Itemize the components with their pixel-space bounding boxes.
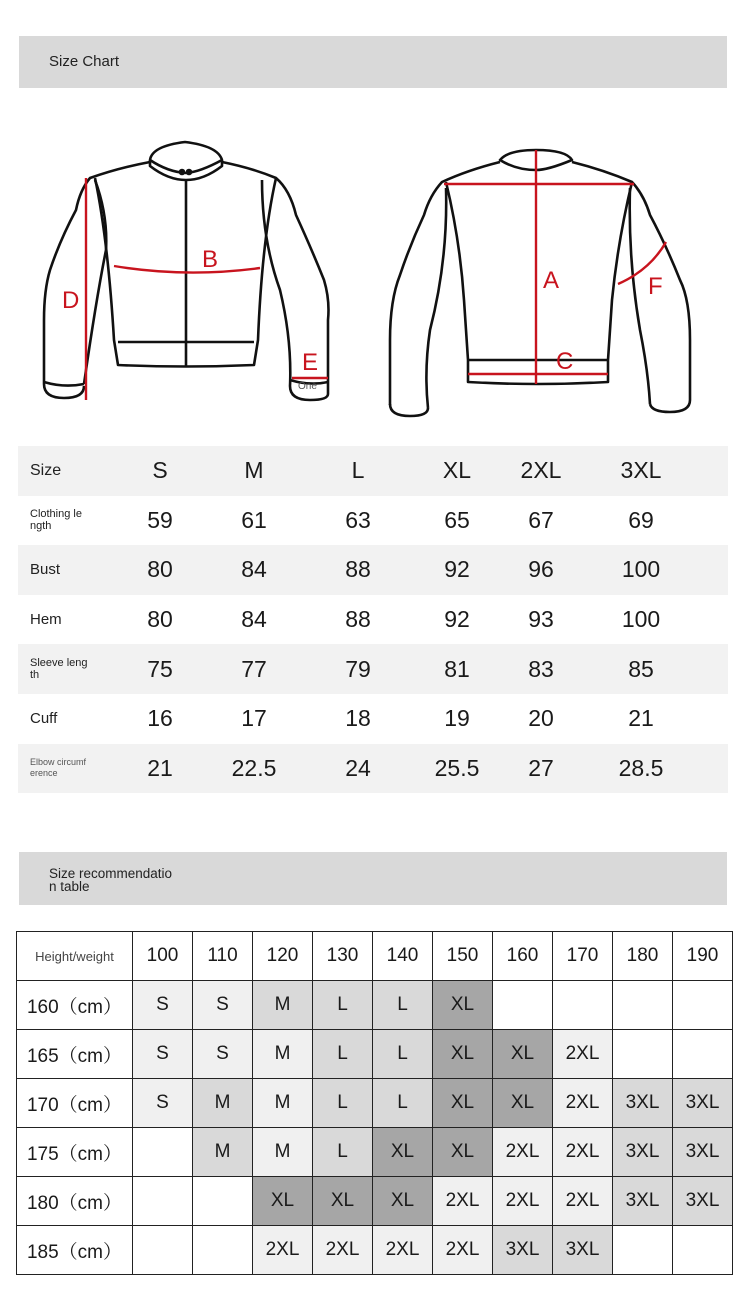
size-recommendation-cell: 2XL [493,1128,553,1177]
value-cell: 96 [528,556,554,583]
height-row [17,1030,733,1079]
value-cell: 80 [147,556,173,583]
size-chart-title: Size Chart [49,53,120,70]
row-label: Hem [30,610,62,628]
value-cell: 100 [621,556,661,583]
value-cell: 79 [345,655,371,682]
size-recommendation-cell: S [193,981,253,1030]
size-header-l: L [351,457,365,484]
cuff-row [18,694,728,744]
height-weight-corner: Height/weight [17,932,133,981]
size-recommendation-cell [493,981,553,1030]
height-label: 175（cm） [17,1128,133,1177]
front-note: One [298,381,317,392]
size-recommendation-cell: XL [433,1128,493,1177]
weight-header-cell: 170 [553,932,613,981]
hem-row [18,595,728,645]
bust-row [18,545,728,595]
value-cell: 69 [628,506,654,533]
size-recommendation-cell: 3XL [673,1128,733,1177]
value-cell: 25.5 [434,754,480,781]
label-e: E [302,349,319,376]
value-cell: 77 [241,655,267,682]
height-label: 180（cm） [17,1177,133,1226]
size-recommendation-banner [19,852,727,905]
size-recommendation-cell: 3XL [673,1177,733,1226]
row-label: Elbow circumference [30,757,87,779]
value-cell: 59 [147,506,173,533]
size-recommendation-cell: 3XL [613,1079,673,1128]
size-recommendation-cell: S [193,1030,253,1079]
height-row [17,1177,733,1226]
value-cell: 61 [241,506,267,533]
back-jacket-drawing [390,150,690,416]
size-recommendation-cell: 2XL [313,1226,373,1275]
value-cell: 88 [345,606,371,633]
value-cell: 21 [628,705,654,732]
size-recommendation-cell [133,1226,193,1275]
value-cell: 75 [147,655,173,682]
jacket-measurement-diagram [0,130,750,430]
height-row [17,981,733,1030]
weight-header-cell: 180 [613,932,673,981]
height-row [17,1226,733,1275]
size-recommendation-cell: XL [433,1079,493,1128]
value-cell: 100 [621,606,661,633]
height-label: 165（cm） [17,1030,133,1079]
size-recommendation-cell [613,1226,673,1275]
label-c: C [556,348,574,375]
value-cell: 21 [147,754,173,781]
weight-header-cell: 110 [193,932,253,981]
value-cell: 18 [345,705,371,732]
value-cell: 19 [444,705,470,732]
value-cell: 16 [147,705,173,732]
value-cell: 17 [241,705,267,732]
size-recommendation-cell: 2XL [553,1128,613,1177]
size-recommendation-cell: M [253,1128,313,1177]
value-cell: 84 [241,556,267,583]
size-recommendation-title: Size recommendation table [49,866,173,894]
value-cell: 85 [628,655,654,682]
size-recommendation-cell [613,981,673,1030]
size-recommendation-cell [193,1226,253,1275]
label-d: D [62,287,80,314]
size-recommendation-table [16,931,733,1275]
label-b: B [202,246,219,273]
size-chart-banner [19,36,727,88]
size-recommendation-cell [193,1177,253,1226]
size-recommendation-cell: L [373,1079,433,1128]
value-cell: 20 [528,705,554,732]
size-recommendation-cell [613,1030,673,1079]
value-cell: 27 [528,754,554,781]
size-header-label: Size [30,461,62,479]
size-recommendation-cell: 2XL [553,1030,613,1079]
size-recommendation-cell: M [193,1079,253,1128]
elbow-circumference-row [18,744,728,794]
size-recommendation-cell [133,1128,193,1177]
size-recommendation-cell: S [133,1030,193,1079]
height-label: 170（cm） [17,1079,133,1128]
size-recommendation-cell: XL [313,1177,373,1226]
size-recommendation-cell: S [133,1079,193,1128]
weight-header-row [17,932,733,981]
value-cell: 28.5 [618,754,664,781]
value-cell: 88 [345,556,371,583]
size-recommendation-cell: XL [433,1030,493,1079]
row-label: Sleeve length [30,657,88,682]
value-cell: 84 [241,606,267,633]
size-recommendation-cell: 3XL [553,1226,613,1275]
size-recommendation-cell: 2XL [433,1226,493,1275]
weight-header-cell: 120 [253,932,313,981]
size-recommendation-cell: L [313,1079,373,1128]
size-recommendation-cell: 2XL [373,1226,433,1275]
size-header-row [18,446,728,496]
size-recommendation-cell: XL [373,1177,433,1226]
size-recommendation-cell [133,1177,193,1226]
size-recommendation-cell: M [253,1079,313,1128]
size-recommendation-cell: L [313,981,373,1030]
size-recommendation-cell: 3XL [613,1177,673,1226]
height-row [17,1079,733,1128]
size-recommendation-cell: XL [433,981,493,1030]
size-recommendation-cell: M [253,1030,313,1079]
size-header-3xl: 3XL [620,457,662,484]
height-label: 160（cm） [17,981,133,1030]
weight-header-cell: 140 [373,932,433,981]
size-recommendation-cell [673,1226,733,1275]
clothing-length-row [18,496,728,546]
size-recommendation-cell: L [373,981,433,1030]
size-header-xl: XL [442,457,472,484]
value-cell: 92 [444,606,470,633]
weight-header-cell: 150 [433,932,493,981]
value-cell: 24 [345,754,371,781]
height-label: 185（cm） [17,1226,133,1275]
sleeve-length-row [18,644,728,694]
size-recommendation-cell: L [313,1030,373,1079]
size-recommendation-cell [673,1030,733,1079]
value-cell: 80 [147,606,173,633]
size-recommendation-cell: XL [493,1079,553,1128]
size-recommendation-cell: S [133,981,193,1030]
size-recommendation-cell [673,981,733,1030]
value-cell: 93 [528,606,554,633]
value-cell: 81 [444,655,470,682]
size-recommendation-cell [553,981,613,1030]
weight-header-cell: 130 [313,932,373,981]
size-recommendation-cell: M [193,1128,253,1177]
value-cell: 83 [528,655,554,682]
size-recommendation-cell: M [253,981,313,1030]
size-header-s: S [152,457,168,484]
size-recommendation-cell: 3XL [673,1079,733,1128]
value-cell: 67 [528,506,554,533]
value-cell: 65 [444,506,470,533]
label-f: F [648,273,663,300]
size-recommendation-cell: XL [493,1030,553,1079]
value-cell: 22.5 [231,754,277,781]
size-recommendation-cell: 2XL [433,1177,493,1226]
row-label: Bust [30,560,61,578]
row-label: Clothing length [30,508,82,533]
weight-header-cell: 160 [493,932,553,981]
label-a: A [543,267,560,294]
size-recommendation-cell: 3XL [613,1128,673,1177]
weight-header-cell: 100 [133,932,193,981]
size-recommendation-cell: L [313,1128,373,1177]
size-header-2xl: 2XL [520,457,562,484]
size-recommendation-cell: 2XL [553,1177,613,1226]
size-recommendation-cell: XL [253,1177,313,1226]
size-recommendation-cell: XL [373,1128,433,1177]
size-recommendation-cell: 2XL [253,1226,313,1275]
size-measurement-table [18,446,728,793]
value-cell: 92 [444,556,470,583]
size-recommendation-cell: 2XL [493,1177,553,1226]
size-header-m: M [244,457,264,484]
value-cell: 63 [345,506,371,533]
size-recommendation-cell: L [373,1030,433,1079]
height-row [17,1128,733,1177]
row-label: Cuff [30,709,58,727]
size-recommendation-cell: 2XL [553,1079,613,1128]
weight-header-cell: 190 [673,932,733,981]
size-recommendation-cell: 3XL [493,1226,553,1275]
